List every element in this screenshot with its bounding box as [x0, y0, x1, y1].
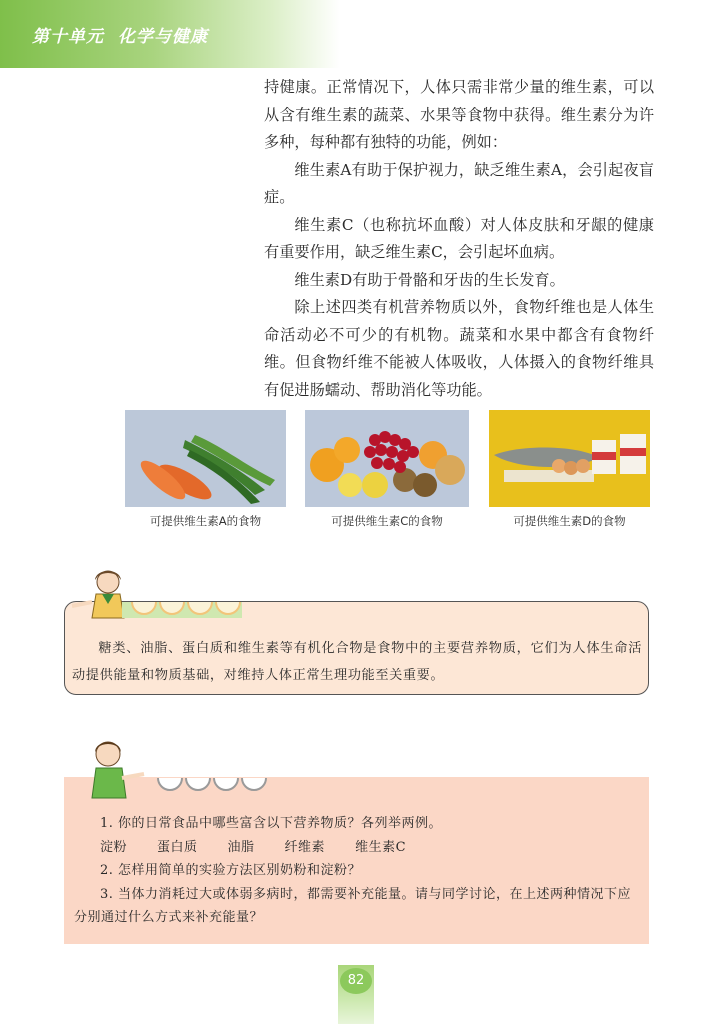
- nutrient-item: 油脂: [227, 839, 255, 855]
- exercise-question-3: 3. 当体力消耗过大或体弱多病时，都需要补充能量。请与同学讨论，在上述两种情况下应分别通过什么方式来补充能量？: [74, 886, 632, 925]
- boy-illustration-icon: [78, 736, 278, 802]
- exercise-question-1: 1. 你的日常食品中哪些富含以下营养物质？各列举两例。: [100, 816, 443, 831]
- nutrient-list: [74, 836, 642, 860]
- paragraph-vitamin-d: 维生素D有助于骨骼和牙齿的生长发育。: [294, 270, 565, 289]
- nutrient-item: 淀粉: [100, 839, 128, 855]
- note-text: 糖类、油脂、蛋白质和维生素等有机化合物是食物中的主要营养物质，它们为人体生命活动提供能量和物质基础，对维持人体正常生理功能至关重要。: [72, 641, 642, 683]
- paragraph-vitamin-intro: 持健康。正常情况下，人体只需非常少量的维生素，可以从含有维生素的蔬菜、水果等食物中获得。维生素分为许多种，每种都有独特的功能，例如：: [264, 78, 654, 151]
- photo-caption-vitamin-c: 可提供维生素C的食物: [331, 514, 443, 528]
- fruit-photo: [305, 410, 469, 507]
- photo-caption-vitamin-a: 可提供维生素A的食物: [149, 514, 262, 528]
- paragraph-vitamin-a: 维生素A有助于保护视力，缺乏维生素A，会引起夜盲症。: [264, 160, 654, 206]
- body-text: [264, 74, 654, 404]
- unit-header-band: [0, 0, 340, 68]
- fish-egg-milk-photo: [489, 410, 650, 507]
- unit-header-text: [32, 22, 208, 47]
- photo-caption-vitamin-d: 可提供维生素D的食物: [513, 514, 626, 528]
- nutrient-item: 维生素C: [355, 839, 407, 855]
- exercise-question-2: 2. 怎样用简单的实验方法区别奶粉和淀粉？: [100, 863, 362, 878]
- unit-number: 第十单元: [32, 27, 104, 47]
- girl-illustration-icon: [62, 566, 252, 622]
- paragraph-vitamin-c: 维生素C（也称抗坏血酸）对人体皮肤和牙龈的健康有重要作用，缺乏维生素C，会引起坏血病。: [264, 215, 654, 261]
- nutrient-item: 蛋白质: [157, 839, 198, 855]
- page-number: 82: [340, 968, 372, 994]
- carrot-vegetable-photo: [125, 410, 286, 507]
- exercise-text: [74, 812, 642, 930]
- nutrient-item: 纤维素: [284, 839, 326, 855]
- unit-title: 化学与健康: [118, 27, 208, 47]
- paragraph-fiber: 除上述四类有机营养物质以外，食物纤维也是人体生命活动必不可少的有机物。蔬菜和水果中都含有食物纤维。但食物纤维不能被人体吸收，人体摄入的食物纤维具有促进肠蠕动、帮助消化等功能。: [264, 298, 654, 399]
